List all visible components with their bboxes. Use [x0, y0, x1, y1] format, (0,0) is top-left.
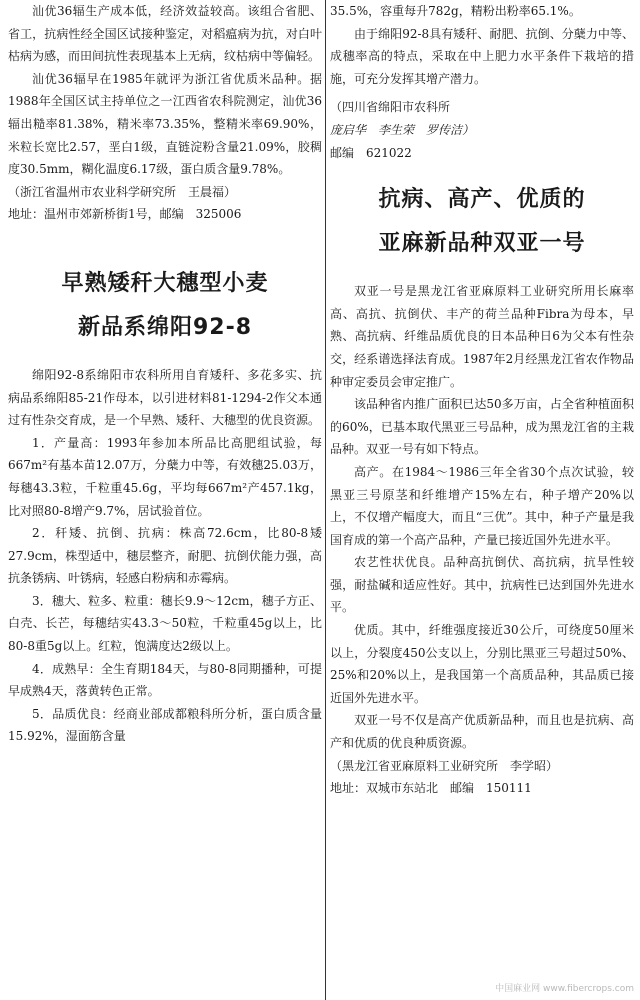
article-rice-source: （浙江省温州市农业科学研究所 王晨福） — [8, 184, 237, 199]
article-wheat-source: （四川省绵阳市农科所 — [330, 100, 451, 115]
article-wheat-paragraph: 2．秆矮、抗倒、抗病：株高72.6cm，比80-8矮27.9cm，株型适中，穗层整齐，耐肥、抗倒伏能力强，高抗条锈病、叶锈病，轻感白粉病和赤霉病。 — [8, 526, 322, 586]
article-wheat-paragraph: 35.5%，容重每升782g，精粉出粉率65.1%。 — [330, 4, 581, 18]
column-divider — [325, 0, 326, 1000]
article-wheat-paragraph: 3．穗大、粒多、粒重：穗长9.9～12cm，穗子方正、白壳、长芒，每穗结实43.3～50粒，千粒重45g以上，比80-8重5g以上。红粒，饱满度达2级以上。 — [8, 593, 322, 654]
article-wheat-paragraph: 绵阳92-8系绵阳市农科所用自育矮秆、多花多实、抗病品系绵阳85-21作母本，以引进材料81-1294-2作父本通过有性杂交育成，是一个早熟、矮秆、大穗型的优良资源。 — [8, 367, 322, 428]
article-wheat-paragraph: 由于绵阳92-8具有矮秆、耐肥、抗倒、分蘖力中等、成穗率高的特点，采取在中上肥力水平条件下栽培的措施，可充分发挥其增产潜力。 — [330, 26, 634, 86]
article-rice-paragraph: 汕优36辐早在1985年就评为浙江省优质米品种。据1988年全国区试主持单位之一江西省农科院测定，汕优36辐出糙率81.38%，精米率73.35%，整精米率69.90%，米粒长宽比2.57，垩白1级，直链淀粉含量21.09%，胶稠度30.5mm，糊化温度6.17级，蛋白质含量9.78%。 — [8, 71, 322, 177]
article-wheat-authors: 庞启华 李生荣 罗传洁） — [330, 122, 475, 137]
left-column — [8, 0, 322, 1000]
article-flax-address: 地址：双城市东站北 邮编 150111 — [330, 781, 532, 796]
article-flax-source: （黑龙江省亚麻原料工业研究所 李学昭） — [330, 758, 559, 773]
article-rice-paragraph: 汕优36辐生产成本低，经济效益较高。该组合省肥、省工，抗病性经全国区试接种鉴定，对稻瘟病为抗，对白叶枯病为感，而田间抗性表现基本上无病，纹枯病中等偏轻。 — [8, 4, 322, 64]
article-flax-title-line: 抗病、高产、优质的 — [378, 187, 586, 213]
article-wheat-title — [8, 262, 322, 350]
article-wheat-postal-code: 邮编 621022 — [330, 145, 412, 160]
right-column — [330, 0, 634, 1000]
article-flax-paragraph: 双亚一号不仅是高产优质新品种，而且也是抗病、高产和优质的优良种质资源。 — [330, 713, 634, 751]
article-flax-title-line: 亚麻新品种双亚一号 — [378, 231, 586, 257]
article-flax-paragraph: 高产。在1984～1986三年全省30个点次试验，较黑亚三号原茎和纤维增产15%左右，种子增产20%以上，不仅增产幅度大，而且“三优”。其中，种子产量是我国育成的第一个高产品种，产量已接近国外先进水平。 — [330, 464, 634, 547]
article-flax-paragraph: 农艺性状优良。品种高抗倒伏、高抗病，抗旱性较强，耐盐碱和适应性好。其中，抗病性已达到国外先进水平。 — [330, 555, 634, 615]
article-wheat-paragraph: 1．产量高：1993年参加本所品比高肥组试验，每667m²有基本苗12.07万，分蘖力中等，有效穗25.03万，每穗43.3粒，千粒重45.6g，平均每667m²产457.1kg，比对照80-8增产9.7%，居试验首位。 — [8, 435, 322, 518]
article-wheat-title-line: 新品系绵阳92-8 — [77, 314, 253, 340]
article-wheat-title-line: 早熟矮秆大穗型小麦 — [61, 270, 269, 296]
article-wheat-paragraph: 4．成熟早：全生育期184天，与80-8同期播种，可提早成熟4天，落黄转色正常。 — [8, 661, 322, 699]
article-rice-address: 地址：温州市郊新桥街1号，邮编 325006 — [8, 207, 242, 222]
article-flax-paragraph: 双亚一号是黑龙江省亚麻原料工业研究所用长麻率高、高抗、抗倒伏、丰产的荷兰品种Fibra为母本，早熟、高抗病、纤维品质优良的日本品种日6为父本有性杂交，经系谱选择法育成。1987年2月经黑龙江省农作物品种审定委员会审定推广。 — [330, 284, 634, 389]
watermark: 中国麻业网 www.fibercrops.com — [495, 984, 634, 994]
article-flax-title — [330, 178, 634, 266]
article-wheat-paragraph: 5．品质优良：经商业部成都粮科所分析，蛋白质含量15.92%，湿面筋含量 — [8, 706, 322, 744]
article-flax-paragraph: 该品种省内推广面积已达50多万亩，占全省种植面积的60%，已基本取代黑亚三号品种，成为黑龙江省的主栽品种。双亚一号有如下特点。 — [330, 397, 634, 457]
article-flax-paragraph: 优质。其中，纤维强度接近30公斤，可绕度50厘米以上，分裂度450公支以上，分别比黑亚三号超过50%、25%和20%以上，是我国第一个高质品种，其品质已接近国外先进水平。 — [330, 623, 634, 705]
